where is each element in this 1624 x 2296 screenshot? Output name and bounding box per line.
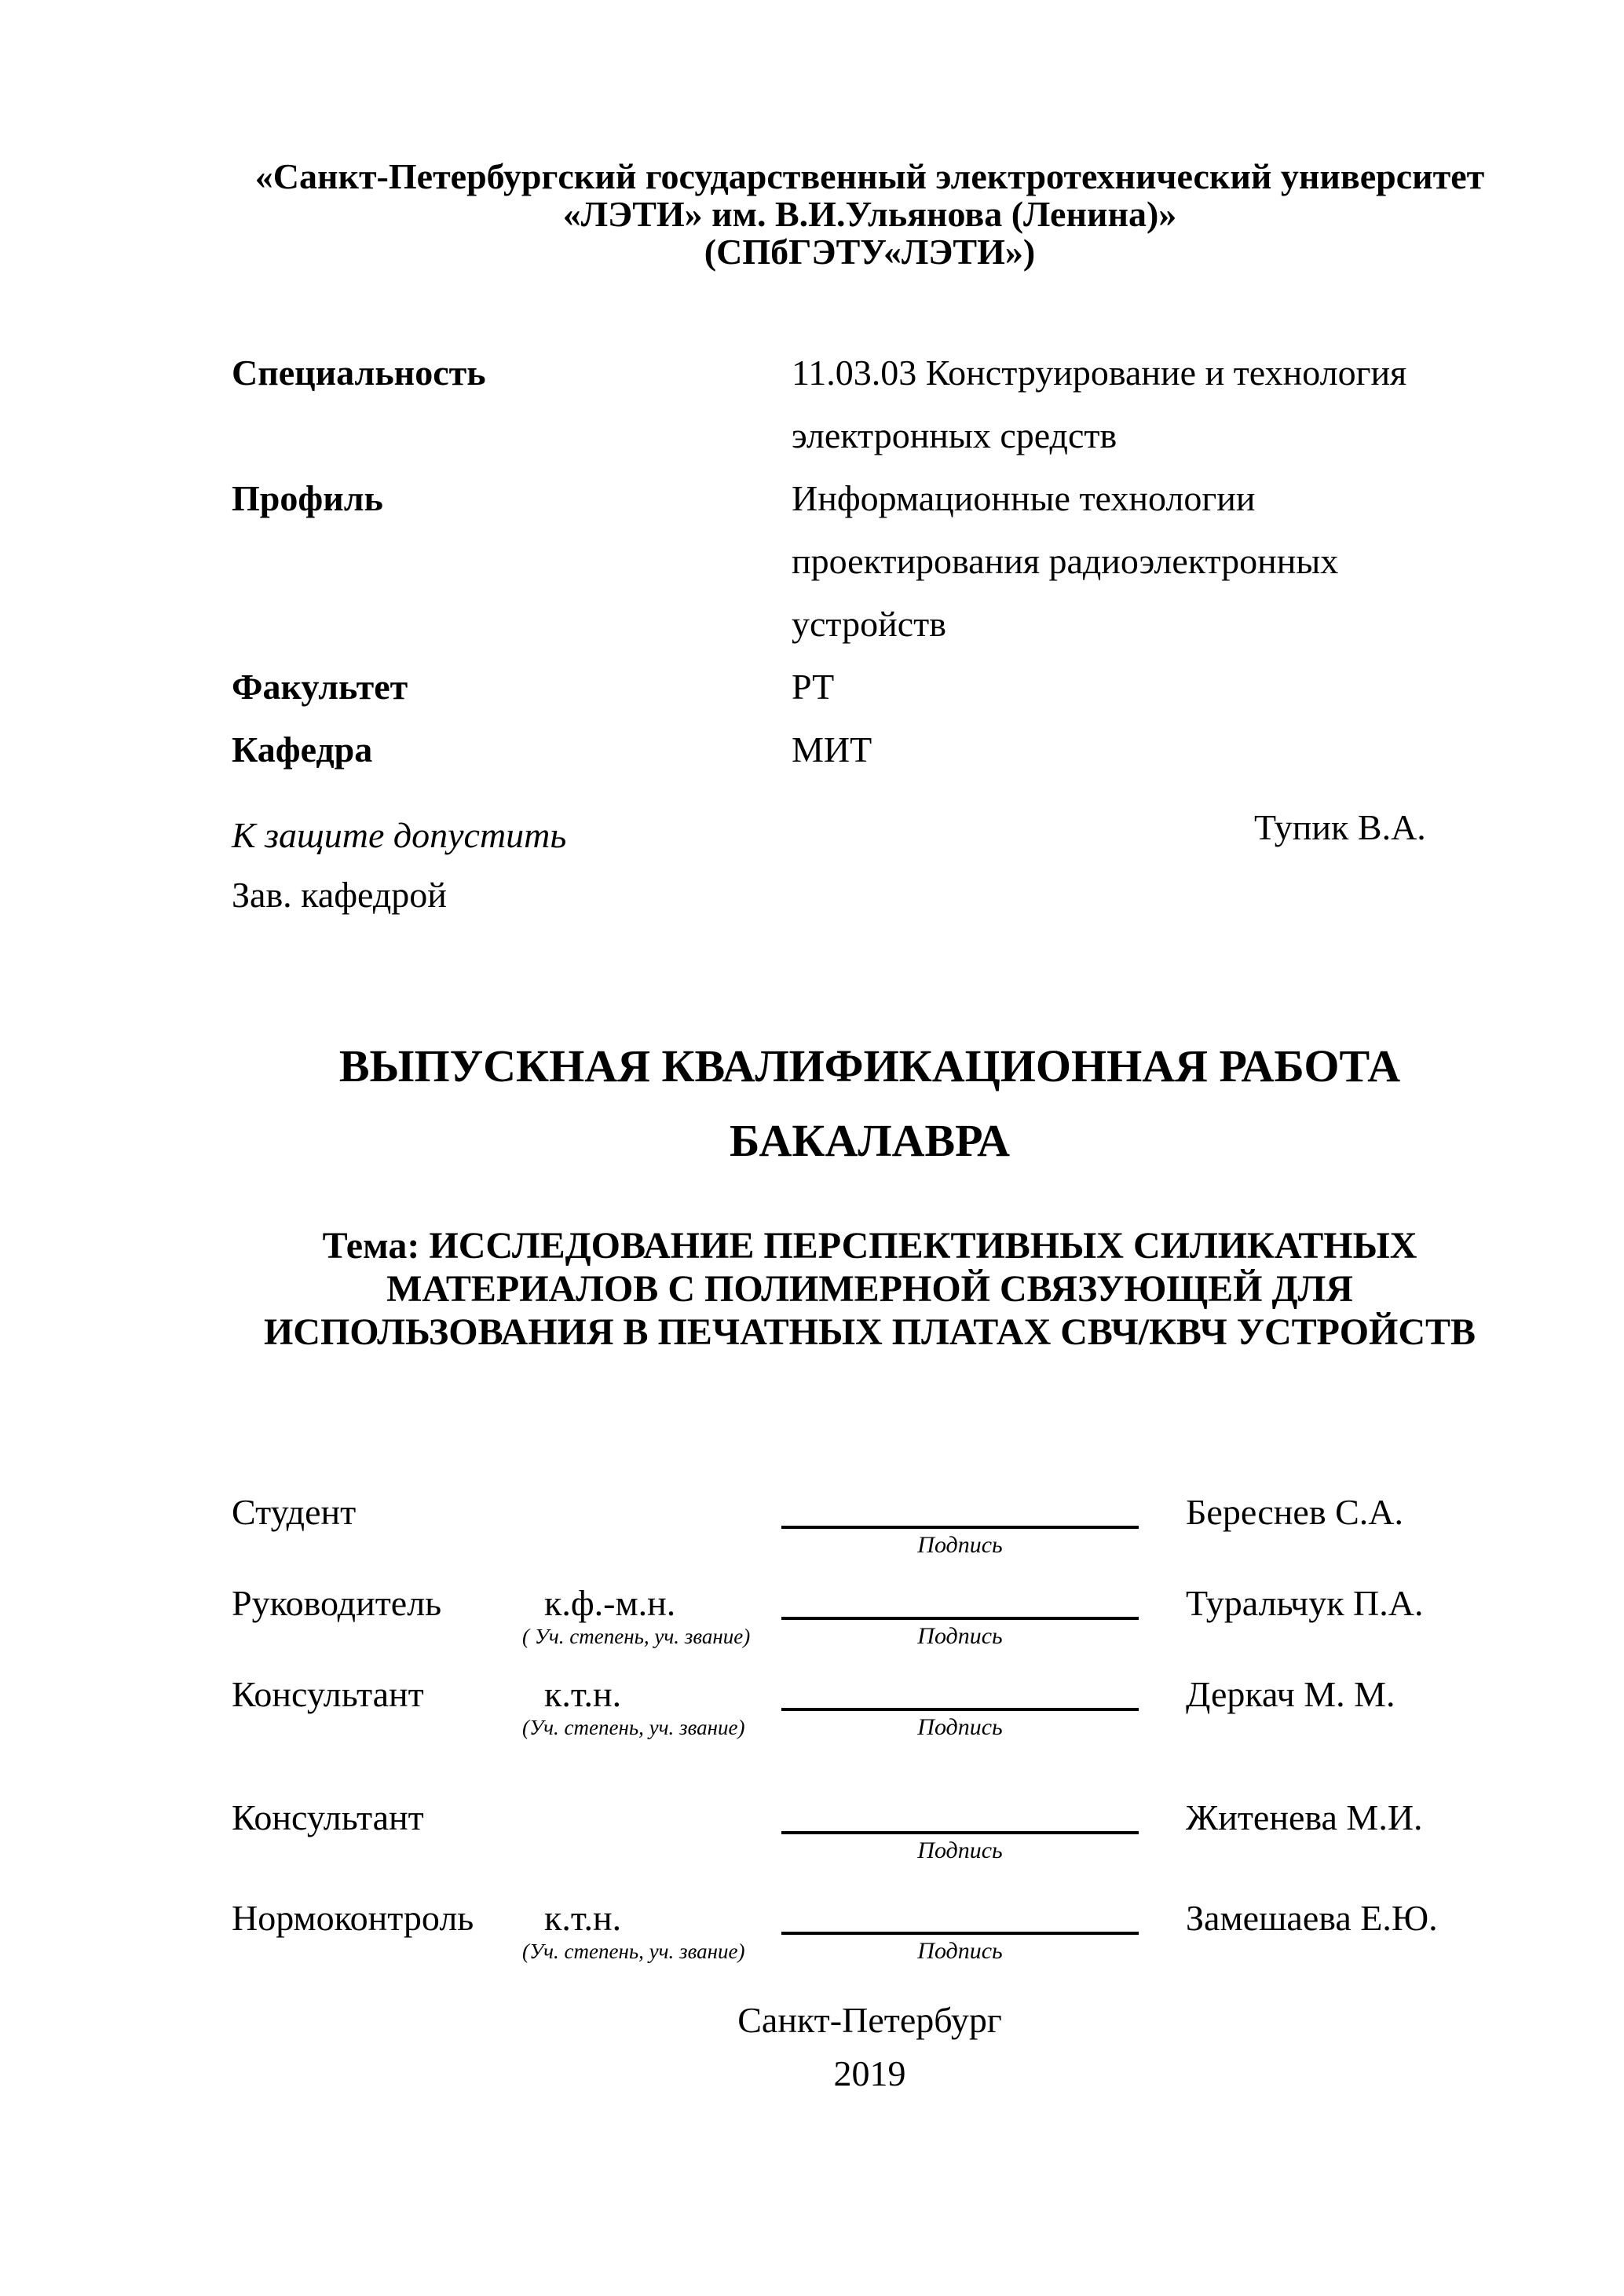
signature-hint: Подпись (917, 1532, 1003, 1558)
signature-line (781, 1932, 1139, 1935)
signature-row-supervisor (232, 1581, 1508, 1680)
field-value (792, 467, 1508, 656)
work-title (232, 1029, 1508, 1178)
work-degree-line: БАКАЛАВРА (729, 1115, 1011, 1166)
field-row-faculty (232, 656, 1508, 718)
signature-role: Консультант (232, 1674, 424, 1714)
signature-name: Житенева М.И. (1186, 1797, 1423, 1837)
signature-hint: Подпись (917, 1938, 1003, 1964)
field-value-line: 11.03.03 Конструирование и технология (792, 353, 1407, 393)
field-value-line: устройств (792, 604, 946, 644)
degree-hint: (Уч. степень, уч. звание) (522, 1716, 745, 1739)
signature-role: Нормоконтроль (232, 1898, 474, 1938)
signature-name: Береснев С.А. (1186, 1492, 1403, 1532)
footer-city: Санкт-Петербург (737, 2000, 1002, 2040)
field-value-line: Информационные технологии (792, 478, 1256, 518)
signature-row-consultant-1 (232, 1673, 1508, 1771)
signature-name: Деркач М. М. (1186, 1674, 1395, 1714)
signature-hint: Подпись (917, 1714, 1003, 1740)
signature-role: Руководитель (232, 1583, 442, 1623)
signature-line (781, 1831, 1139, 1834)
signature-line (781, 1526, 1139, 1529)
signature-hint: Подпись (917, 1837, 1003, 1863)
approver-name: Тупик В.А. (1254, 807, 1426, 847)
signature-row-normcontrol (232, 1896, 1508, 1994)
field-label: Кафедра (232, 729, 373, 770)
field-value-line: МИТ (792, 729, 872, 770)
signature-line (781, 1708, 1139, 1711)
university-name-line: «Санкт-Петербургский государственный электротехнический университет (254, 156, 1485, 196)
field-row-specialty (232, 342, 1508, 467)
signature-hint: Подпись (917, 1623, 1003, 1649)
field-value (792, 342, 1508, 467)
university-header (232, 158, 1508, 271)
field-value-line: проектирования радиоэлектронных (792, 541, 1339, 581)
field-value-line: РТ (792, 667, 835, 707)
field-value-line: электронных средств (792, 415, 1117, 455)
theme-line: МАТЕРИАЛОВ С ПОЛИМЕРНОЙ СВЯЗУЮЩЕЙ ДЛЯ (386, 1268, 1353, 1310)
university-name-line: «ЛЭТИ» им. В.И.Ульянова (Ленина)» (562, 194, 1177, 234)
theme-line: ИСПОЛЬЗОВАНИЯ В ПЕЧАТНЫХ ПЛАТАХ СВЧ/КВЧ УСТРОЙСТВ (263, 1311, 1476, 1353)
work-title-line: ВЫПУСКНАЯ КВАЛИФИКАЦИОННАЯ РАБОТА (338, 1040, 1401, 1091)
degree-hint: ( Уч. степень, уч. звание) (522, 1625, 751, 1648)
field-label: Факультет (232, 667, 408, 707)
signature-name: Замешаева Е.Ю. (1186, 1898, 1438, 1938)
footer-year: 2019 (833, 2053, 906, 2093)
signature-degree: к.ф.-м.н. (544, 1583, 676, 1623)
signature-name: Туральчук П.А. (1186, 1583, 1424, 1623)
theme-section (232, 1224, 1508, 1354)
signature-role: Студент (232, 1492, 357, 1532)
signature-role: Консультант (232, 1797, 424, 1837)
field-row-department (232, 718, 1508, 781)
theme-line: Тема: ИССЛЕДОВАНИЕ ПЕРСПЕКТИВНЫХ СИЛИКАТНЫХ (322, 1225, 1417, 1267)
fields-section (232, 342, 1508, 781)
field-value (792, 656, 1508, 718)
signature-degree: к.т.н. (544, 1898, 622, 1938)
university-abbrev-line: (СПбГЭТУ«ЛЭТИ») (704, 232, 1036, 272)
signature-row-consultant-2 (232, 1796, 1508, 1894)
field-label: Специальность (232, 353, 486, 393)
field-value (792, 718, 1508, 781)
signature-degree: к.т.н. (544, 1674, 622, 1714)
signature-row-student (232, 1490, 1508, 1589)
admission-head-line: Зав. кафедрой (232, 875, 447, 915)
degree-hint: (Уч. степень, уч. звание) (522, 1940, 745, 1963)
field-row-profile (232, 467, 1508, 656)
field-label: Профиль (232, 478, 383, 518)
admission-allow-line: К защите допустить (232, 815, 567, 855)
signature-line (781, 1617, 1139, 1620)
